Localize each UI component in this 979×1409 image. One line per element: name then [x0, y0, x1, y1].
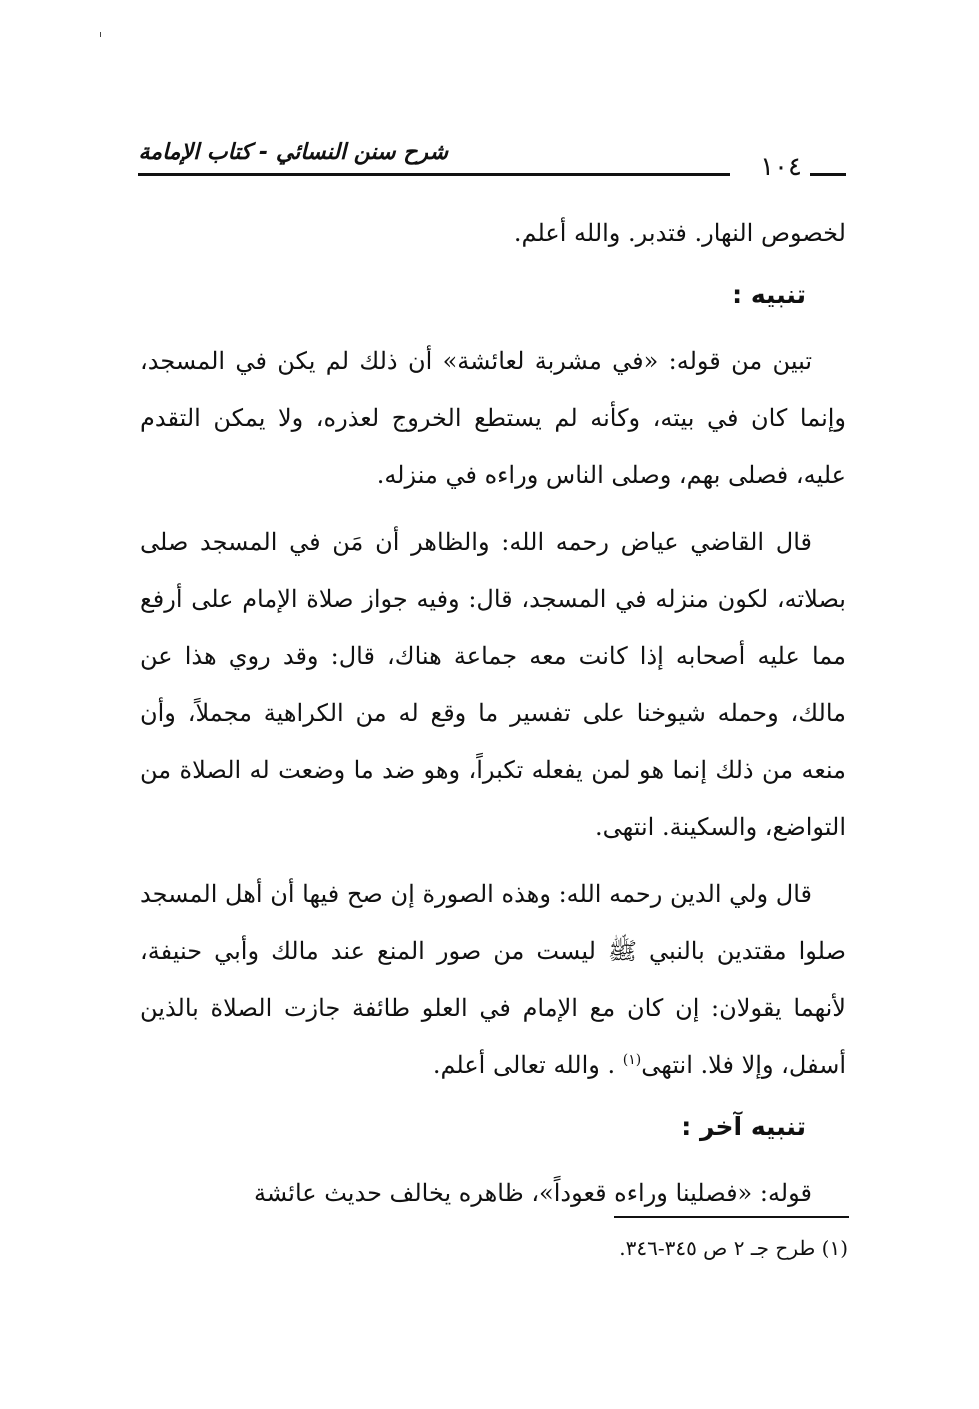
paragraph-text: قال ولي الدين رحمه الله: وهذه الصورة إن صح فيها أن أهل المسجد صلوا مقتدين بالنبي ﷺ ليست من صور المنع عند مالك وأبي حنيفة، لأنهما يقولان: إن كان مع الإمام في العلو طائفة جازت الصلاة بالذين أسفل، وإلا فلا. انتهى	[140, 880, 847, 1079]
continuation-line: لخصوص النهار. فتدبر. والله أعلم.	[513, 219, 846, 247]
page-number: ١٠٤	[760, 152, 802, 182]
footnote: (١) طرح جـ ٢ ص ٣٤٥-٣٤٦.	[619, 1236, 848, 1260]
paragraph-text-end: . والله تعالى أعلم.	[432, 1051, 616, 1079]
footnote-reference[interactable]: (١)	[622, 1052, 642, 1068]
scan-mark	[100, 32, 101, 37]
paragraph: قال القاضي عياض رحمه الله: والظاهر أن مَن في المسجد صلى بصلاته، لكون منزله في المسجد، قال: وفيه جواز صلاة الإمام على أرفع مما عليه أصحابه إذا كانت معه جماعة هناك، قال: وقد روي هذا عن مالك، وحمله شيوخنا على تفسير ما وقع له من الكراهية مجملاً، وأن منعه من ذلك إنما هو لمن يفعله تكبراً، وهو ضد ما وضعت له الصلاة من التواضع، والسكينة. انتهى.	[140, 528, 847, 841]
footnote-divider	[614, 1216, 849, 1218]
paragraph: تبين من قوله: «في مشربة لعائشة» أن ذلك لم يكن في المسجد، وإنما كان في بيته، وكأنه لم يستطع الخروج لعذره، ولا يمكن التقدم عليه، فصلى بهم، وصلى الناس وراءه في منزله.	[140, 347, 847, 489]
header-title: شرح سنن النسائي - كتاب الإمامة	[138, 140, 448, 165]
running-header	[138, 132, 848, 182]
header-rule-short	[810, 173, 846, 176]
section-heading: تنبيه :	[732, 280, 806, 309]
header-rule	[138, 173, 730, 176]
section-heading: تنبيه آخر :	[681, 1112, 806, 1141]
paragraph: قوله: «فصلينا وراءه قعوداً»، ظاهره يخالف حديث عائشة	[254, 1179, 812, 1207]
paragraph	[140, 866, 846, 1094]
main-text	[140, 205, 846, 1222]
